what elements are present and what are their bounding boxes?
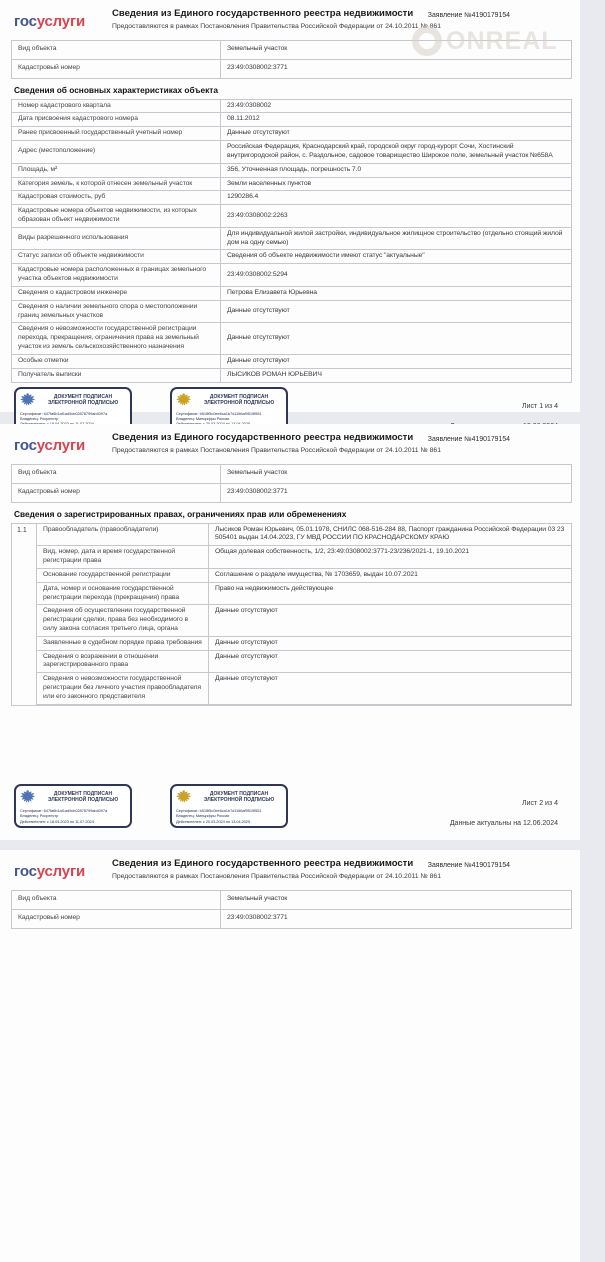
document-subtitle: Предоставляются в рамках Постановления Правительства Российской Федерации от 24.10.2011 № 861 [112,447,441,455]
table-row [12,127,572,141]
object-summary-table [11,40,572,79]
document-title: Сведения из Единого государственного реестра недвижимости [112,858,414,869]
table-row [12,890,572,909]
table-row [37,651,571,674]
table-row [12,368,572,382]
row-label: Дата присвоения кадастрового номера [12,113,221,127]
stamp-validity: Действителен: с 20.03.2024 по 13.04.2025 [176,818,250,824]
eagle-emblem-icon [20,392,37,409]
section-title-rights: Сведения о зарегистрированных правах, ограничениях прав или обременениях [14,508,347,519]
row-label: Сведения о кадастровом инженере [12,286,221,300]
table-row [37,569,571,583]
table-row [12,464,572,483]
logo-part-red: услуги [36,13,86,30]
row-label: Категория земель, к которой отнесен земельный участок [12,177,221,191]
sheet-number: Лист 2 из 4 [522,799,558,807]
eagle-emblem-icon [176,392,193,409]
row-value: Земли населенных пунктов [221,177,572,191]
row-label: Кадастровый номер [12,909,221,928]
application-number: Заявление №4190179154 [427,12,510,19]
row-label: Сведения о возражении в отношении зарегистрированного права [37,651,209,673]
signatures-footer [14,780,572,840]
logo-part-red: услуги [36,863,86,880]
stamp-header [176,789,282,806]
row-value: Данные отсутствуют [221,354,572,368]
row-label: Получатель выписки [12,368,221,382]
table-row [12,163,572,177]
stamp-title: ДОКУМЕНТ ПОДПИСАН ЭЛЕКТРОННОЙ ПОДПИСЬЮ [47,394,119,407]
table-row [12,113,572,127]
row-label: Номер кадастрового квартала [12,99,221,113]
stamp-certificate: Сертификат: b518f5c0ee6ca1b7d1166af9519f551 [176,807,262,813]
stamp-title: ДОКУМЕНТ ПОДПИСАН ЭЛЕКТРОННОЙ ПОДПИСЬЮ [203,791,275,804]
row-value: ЛЫСИКОВ РОМАН ЮРЬЕВИЧ [221,368,572,382]
row-label: Сведения о наличии земельного спора о местоположении границ земельных участков [12,300,221,323]
document-subtitle: Предоставляются в рамках Постановления Правительства Российской Федерации от 24.10.2011 № 861 [112,873,441,881]
document-subtitle: Предоставляются в рамках Постановления Правительства Российской Федерации от 24.10.2011 № 861 [112,23,441,31]
table-row [37,637,571,651]
data-actuality: Данные актуальны на 12.06.2024 [449,819,558,827]
row-value: 1290286.4 [221,191,572,205]
sheet-info [450,784,558,827]
table-row [37,583,571,606]
row-value: 356, Уточненная площадь, погрешность 7.0 [221,163,572,177]
document-page-2 [0,424,580,840]
table-row [12,40,572,59]
watermark-text: ONREAL [446,26,558,55]
row-value: Земельный участок [221,890,572,909]
logo-part-blue: гос [14,13,37,30]
row-value: 08.11.2012 [221,113,572,127]
rights-rows [37,524,571,705]
stamp-details [176,808,282,824]
document-page-3 [0,850,580,1262]
row-value: Земельный участок [221,40,572,59]
stamp-owner: Владелец: Росреестр [20,813,59,819]
table-row [12,286,572,300]
application-number: Заявление №4190179154 [427,862,510,869]
row-label: Вид, номер, дата и время государственной регистрации права [37,546,209,568]
table-row [12,227,572,250]
stamp-owner: Владелец: Минцифры России [176,813,230,819]
table-row [12,354,572,368]
row-value: 23:49:0308002:3771 [221,909,572,928]
gosuslugi-logo [14,437,102,454]
header-titles [112,432,442,456]
item-number: 1.1 [12,524,37,705]
row-value: Данные отсутствуют [215,607,278,615]
application-number: Заявление №4190179154 [427,436,510,443]
table-row [37,605,571,636]
row-value: Для индивидуальной жилой застройки, индивидуальное жилищное строительство (отдельно стоящий жилой дом на одну семью) [221,227,572,250]
row-value: Петрова Елизавета Юрьевна [221,286,572,300]
row-label: Правообладатель (правообладатели) [37,524,209,546]
gosuslugi-logo [14,863,102,880]
table-row [12,250,572,264]
object-summary-table [11,890,572,929]
row-value: Общая долевая собственность, 1/2, 23:49:0308002:3771-23/236/2021-1, 19.10.2021 [215,548,470,556]
table-row [12,205,572,228]
stamp-header [176,392,282,409]
row-label: Основание государственной регистрации [37,569,209,582]
row-value: Право на недвижимость действующее [215,584,334,592]
section-title-characteristics: Сведения об основных характеристиках объекта [14,84,218,95]
document-title: Сведения из Единого государственного реестра недвижимости [112,8,414,19]
document-title: Сведения из Единого государственного реестра недвижимости [112,432,414,443]
table-row [12,323,572,354]
table-row [12,483,572,502]
table-row [12,909,572,928]
stamp-certificate: Сертификат: 647fa6b1af1ad9cb02878799ab4097a [20,410,108,416]
stamp-header [20,392,126,409]
row-label: Виды разрешенного использования [12,227,221,250]
eagle-emblem-icon [20,789,37,806]
row-label: Особые отметки [12,354,221,368]
header-titles [112,8,442,32]
stamp-title: ДОКУМЕНТ ПОДПИСАН ЭЛЕКТРОННОЙ ПОДПИСЬЮ [203,394,275,407]
stamp-owner: Владелец: Росреестр [20,415,59,421]
table-row [37,546,571,569]
stamp-owner: Владелец: Минцифры России [176,415,230,421]
table-row [12,264,572,287]
row-label: Площадь, м² [12,163,221,177]
table-row [12,99,572,113]
row-label: Кадастровая стоимость, руб [12,191,221,205]
stamp-header [20,789,126,806]
table-row [37,673,571,704]
row-label: Кадастровый номер [12,59,221,78]
stamp-title: ДОКУМЕНТ ПОДПИСАН ЭЛЕКТРОННОЙ ПОДПИСЬЮ [47,791,119,804]
signature-stamp [14,784,132,828]
table-row [37,524,571,547]
row-value: Земельный участок [221,464,572,483]
row-label: Сведения о невозможности государственной регистрации перехода, прекращения, ограничения права на земельный участок из земель сельскохозяйственного назначения [12,323,221,354]
row-value: Соглашение о разделе имущества, № 1703659, выдан 10.07.2021 [215,570,418,578]
characteristics-table [11,99,572,383]
row-label: Сведения о невозможности государственной регистрации без личного участия правообладателя или его законного представителя [37,673,209,703]
row-label: Вид объекта [12,40,221,59]
row-label: Заявленные в судебном порядке права требования [37,637,209,650]
header-titles [112,858,442,882]
row-value: 23:49:0308002:2263 [221,205,572,228]
row-value: Данные отсутствуют [215,675,278,683]
row-value: Данные отсутствуют [215,638,278,646]
stamp-certificate: Сертификат: b518f5c0ee6ca1b7d1166af9519f551 [176,410,262,416]
stamp-details [20,808,126,824]
stamp-certificate: Сертификат: 647fa6b1af1ad9cb02878799ab4097a [20,807,108,813]
row-value: Данные отсутствуют [215,652,278,660]
eagle-emblem-icon [176,789,193,806]
row-label: Ранее присвоенный государственный учетный номер [12,127,221,141]
row-value: Данные отсутствуют [221,127,572,141]
row-label: Кадастровые номера расположенных в границах земельного участка объектов недвижимости [12,264,221,287]
signature-stamp [170,784,288,828]
row-value: Лысиков Роман Юрьевич, 05.01.1978, СНИЛС 068-516-284 88, Паспорт гражданина Российской Федерации 03 23 505401 выдан 14.04.2023, ГУ МВД РОССИИ ПО КРАСНОДАРСКОМУ КРАЮ [215,525,565,542]
table-row [12,191,572,205]
page-header [14,8,572,32]
row-label: Вид объекта [12,890,221,909]
table-row [12,300,572,323]
page-gap [0,840,605,850]
row-label: Кадастровые номера объектов недвижимости, из которых образован объект недвижимости [12,205,221,228]
row-value: 23:49:0308002:5294 [221,264,572,287]
row-label: Адрес (местоположение) [12,141,221,164]
logo-part-blue: гос [14,437,37,454]
page-header [14,432,572,456]
row-label: Дата, номер и основание государственной регистрации перехода (прекращения) права [37,583,209,605]
table-row [12,141,572,164]
row-value: Сведения об объекте недвижимости имеют статус "актуальные" [221,250,572,264]
row-value: 23:49:0308002 [221,99,572,113]
row-label: Статус записи об объекте недвижимости [12,250,221,264]
row-label: Вид объекта [12,464,221,483]
stamp-validity: Действителен: с 18.04.2023 по 11.07.2024 [20,818,94,824]
row-value: 23:49:0308002:3771 [221,483,572,502]
row-value: Данные отсутствуют [221,300,572,323]
document-page-1 [0,0,580,421]
page-header [14,858,572,882]
rights-table [11,523,572,706]
table-row [12,177,572,191]
logo-part-red: услуги [36,437,86,454]
row-label: Сведения об осуществлении государственной регистрации сделки, права без необходимого в силу закона согласия третьего лица, органа [37,605,209,635]
gosuslugi-logo [14,13,102,30]
row-value: Российская Федерация, Краснодарский край, городской округ город-курорт Сочи, Хостинский внутригородской район, с. Раздольное, садовое товарищество Широкое поле, земельный участок №658А [221,141,572,164]
sheet-number: Лист 1 из 4 [522,402,558,410]
row-value: 23:49:0308002:3771 [221,59,572,78]
logo-part-blue: гос [14,863,37,880]
row-value: Данные отсутствуют [221,323,572,354]
row-label: Кадастровый номер [12,483,221,502]
object-summary-table [11,464,572,503]
table-row [12,59,572,78]
